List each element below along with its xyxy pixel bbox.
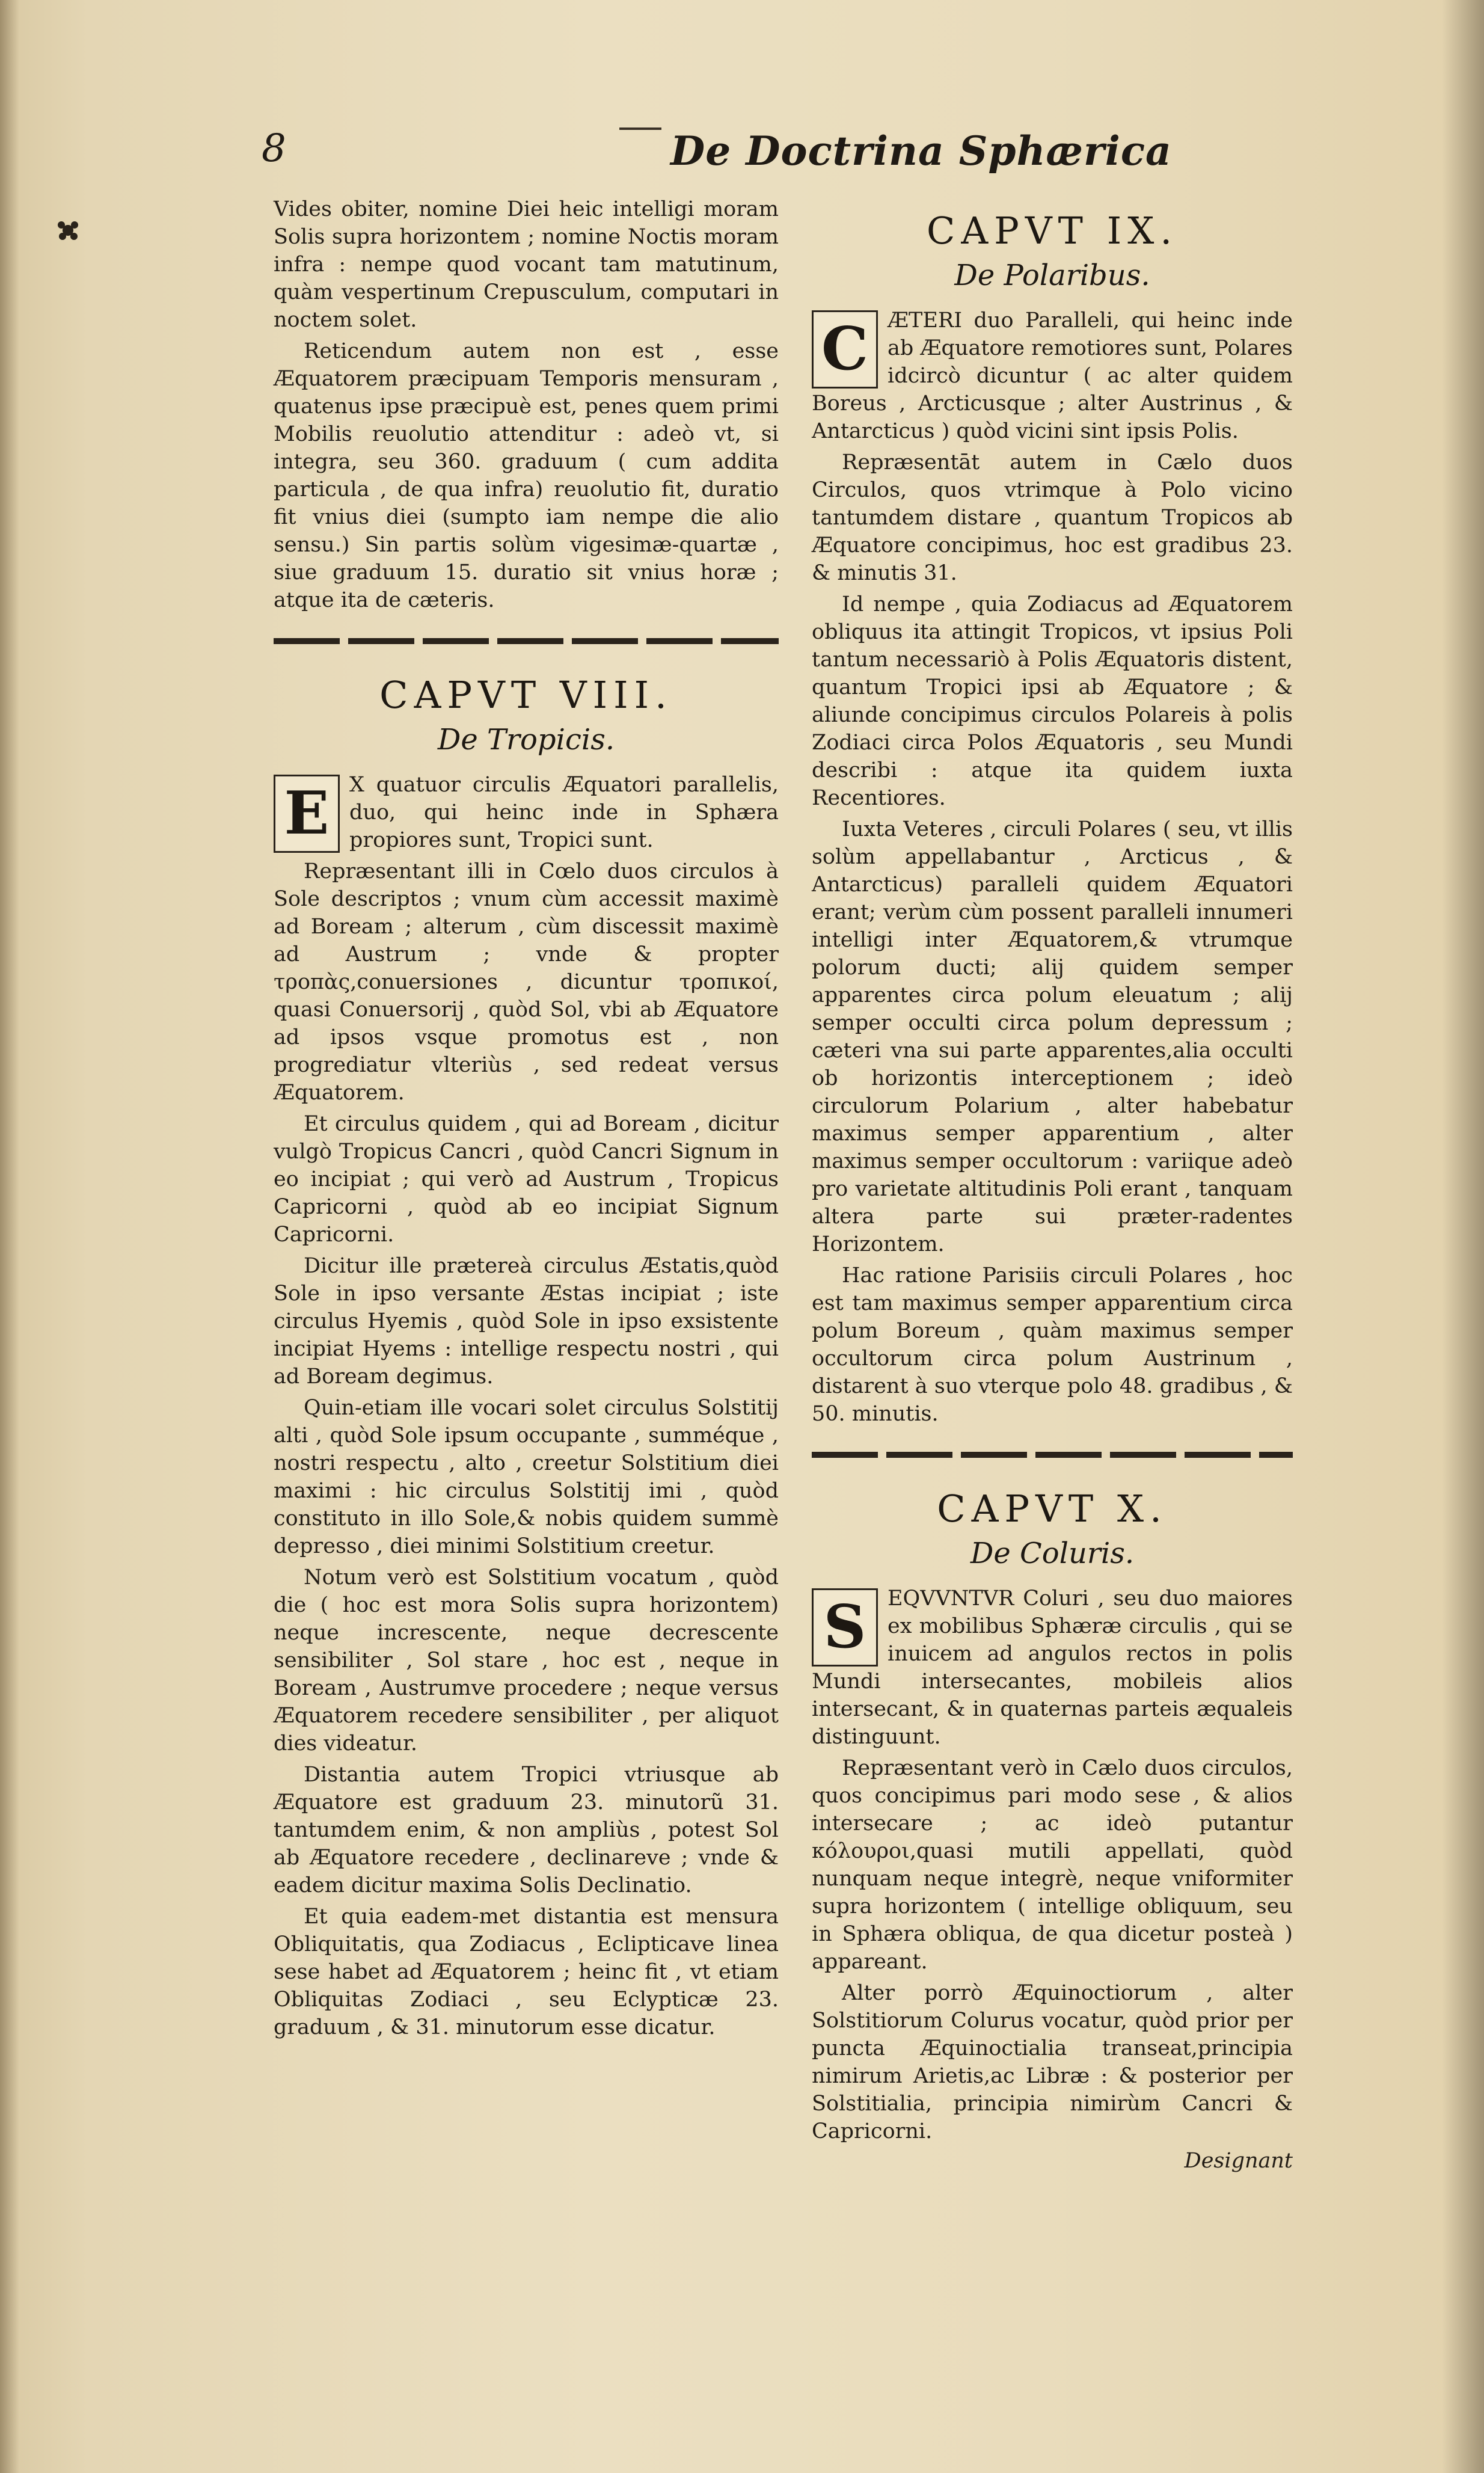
chapter-subtitle: De Tropicis. xyxy=(437,723,615,757)
decorated-initial: C xyxy=(812,310,878,389)
body-paragraph: Notum verò est Solstitium vocatum , quòd die ( hoc est mora Solis supra horizontem) neque increscente, neque decrescente sensibiliter , Sol stare , hoc est , neque in Boream , Austrumve procedere ; neque versus Æquatorem recedere sensibiliter , per aliquot dies videatur. xyxy=(274,1565,779,1756)
intro-paragraph: Vides obiter, nomine Diei heic intelligi moram Solis supra horizontem ; nomine Noctis moram infra : nempe quod vocant tam matutinum, quàm vespertinum Crepusculum, computari in noctem solet. xyxy=(274,197,779,332)
chapter-opening-paragraph xyxy=(812,1585,1293,1751)
body-paragraph: Id nempe , quia Zodiacus ad Æquatorem obliquus ita attingit Tropicos, vt ipsius Poli tantum necessariò à Polis Æquatoris distent, quantum Tropici ipsi ab Æquatore ; & aliunde concipimus circulos Polareis à polis Zodiaci circa Polos Æquatoris , seu Mundi describi : atque ita quidem iuxta Recentiores. xyxy=(812,592,1293,810)
body-paragraph: Repræsentant illi in Cœlo duos circulos à Sole descriptos ; vnum cùm accessit maximè ad Boream ; alterum , cùm discessit maximè ad Austrum ; vnde & propter τροπὰς,conuersiones , dicuntur τροπικοί, quasi Conuersorij , quòd Sol, vbi ab Æquatore ad ipsos vsque promotus est , non progrediatur vlteriùs , sed redeat versus Æquatorem. xyxy=(274,859,779,1105)
chapter-opening-paragraph xyxy=(274,771,779,854)
header-rule xyxy=(619,127,661,130)
intro-paragraph: Reticendum autem non est , esse Æquatorem præcipuam Temporis mensuram , quatenus ipse præcipuè est, penes quem primi Mobilis reuolutio attenditur : adeò vt, si integra, seu 360. graduum ( cum addita particula , de qua infra) reuolutio fit, duratio fit vnius diei (sumpto iam nempe die alio sensu.) Sin partis solùm vigesimæ-quartæ , siue graduum 15. duratio sit vnius horæ ; atque ita de cæteris. xyxy=(274,339,779,612)
body-paragraph: Et circulus quidem , qui ad Boream , dicitur vulgò Tropicus Cancri , quòd Cancri Signum in eo incipiat ; qui verò ad Austrum , Tropicus Capricorni , quòd ab eo incipiat Signum Capricorni. xyxy=(274,1112,779,1247)
body-paragraph: Alter porrò Æquinoctiorum , alter Solstitiorum Colurus vocatur, quòd prior per puncta Æquinoctialia transeat,principia nimirum Arietis,ac Libræ : & posterior per Solstitialia, principia nimirùm Cancri & Capricorni. xyxy=(812,1981,1293,2143)
decorated-initial: S xyxy=(812,1588,878,1667)
decorated-initial: E xyxy=(274,775,340,853)
chapter-divider xyxy=(812,1452,1293,1458)
body-paragraph: Et quia eadem-met distantia est mensura Obliquitatis, qua Zodiacus , Eclipticave linea sese habet ad Æquatorem ; heinc fit , vt etiam Obliquitas Zodiaci , seu Eclypticæ 23. graduum , & 31. minutorum esse dicatur. xyxy=(274,1905,779,2039)
chapter-heading: CAPVT IX. xyxy=(926,209,1179,253)
page-edge-shadow xyxy=(0,0,19,2473)
running-title: De Doctrina Sphærica xyxy=(670,127,1172,174)
opening-text: X quatuor circulis Æquatori parallelis, duo, qui heinc inde in Sphæra propiores sunt, Tropici sunt. xyxy=(349,773,779,852)
chapter-opening-paragraph xyxy=(812,307,1293,445)
opening-text: EQVVNTVR Coluri , seu duo maiores ex mobilibus Sphæræ circulis , qui se inuicem ad angulos rectos in polis Mundi intersecantes, mobileis alios intersecant, & in quaternas parteis æqualeis distinguunt. xyxy=(812,1587,1293,1749)
right-column xyxy=(812,195,1293,2173)
body-paragraph: Dicitur ille prætereà circulus Æstatis,quòd Sole in ipso versante Æstas incipiat ; iste circulus Hyemis , quòd Sole in ipso exsistente incipiat Hyems : intellige respectu nostri , qui ad Boream degimus. xyxy=(274,1254,779,1389)
chapter-subtitle: De Polaribus. xyxy=(954,259,1150,292)
body-paragraph: Distantia autem Tropici vtriusque ab Æquatore est graduum 23. minutorũ 31. tantumdem enim, & non ampliùs , potest Sol ab Æquatore recedere , declinareve ; vnde & eadem dicitur maxima Solis Declinatio. xyxy=(274,1763,779,1897)
left-column xyxy=(274,195,779,2045)
opening-text: ÆTERI duo Paralleli, qui heinc inde ab Æquatore remotiores sunt, Polares idcircò dicuntur ( ac alter quidem Boreus , Arcticusque ; alter Austrinus , & Antarcticus ) quòd vicini sint ipsis Polis. xyxy=(812,309,1293,443)
page-number: 8 xyxy=(262,126,286,171)
body-paragraph: Iuxta Veteres , circuli Polares ( seu, vt illis solùm appellabantur , Arcticus , & Antarcticus) paralleli quidem Æquatori erant; verùm cùm possent paralleli innumeri intelligi inter Æquatorem,& vtrumque polorum ducti; alij quidem semper apparentes circa polum eleuatum ; alij semper occulti circa polum depressum ; cæteri vna sui parte apparentes,alia occulti ob horizontis interceptionem ; ideò circulorum Polarium , alter habebatur maximus semper apparentium , alter maximus semper occultorum : variique adeò pro varietate altitudinis Poli erant , tanquam altera parte sui præter-radentes Horizontem. xyxy=(812,817,1293,1256)
catchword: Designant xyxy=(1184,2149,1293,2173)
ink-blot-ornament xyxy=(54,217,82,244)
body-paragraph: Repræsentant verò in Cælo duos circulos, quos concipimus pari modo sese , & alios intersecare ; ac ideò putantur κόλουροι,quasi mutili appellati, quòd nunquam neque integrè, neque vniformiter supra horizontem ( intellige obliquum, seu in Sphæra obliqua, de qua dicetur posteà ) appareant. xyxy=(812,1756,1293,1974)
body-paragraph: Quin-etiam ille vocari solet circulus Solstitij alti , quòd Sole ipsum occupante , summéque , nostri respectu , alto , creetur Solstitium diei maximi : hic circulus Solstitij imi , quòd constituto in illo Sole,& nobis quidem summè depresso , diei minimi Solstitium creetur. xyxy=(274,1396,779,1558)
body-paragraph: Repræsentāt autem in Cælo duos Circulos, quos vtrimque à Polo vicino tantumdem distare , quantum Tropicos ab Æquatore concipimus, hoc est gradibus 23. & minutis 31. xyxy=(812,450,1293,585)
chapter-heading: CAPVT X. xyxy=(937,1487,1168,1531)
chapter-heading: CAPVT VIII. xyxy=(379,673,673,717)
body-paragraph: Hac ratione Parisiis circuli Polares , hoc est tam maximus semper apparentium circa polum Boreum , quàm maximus semper occultorum circa polum Austrinum , distarent à suo vterque polo 48. gradibus , & 50. minutis. xyxy=(812,1264,1293,1426)
chapter-divider xyxy=(274,638,779,644)
chapter-subtitle: De Coluris. xyxy=(970,1537,1135,1570)
